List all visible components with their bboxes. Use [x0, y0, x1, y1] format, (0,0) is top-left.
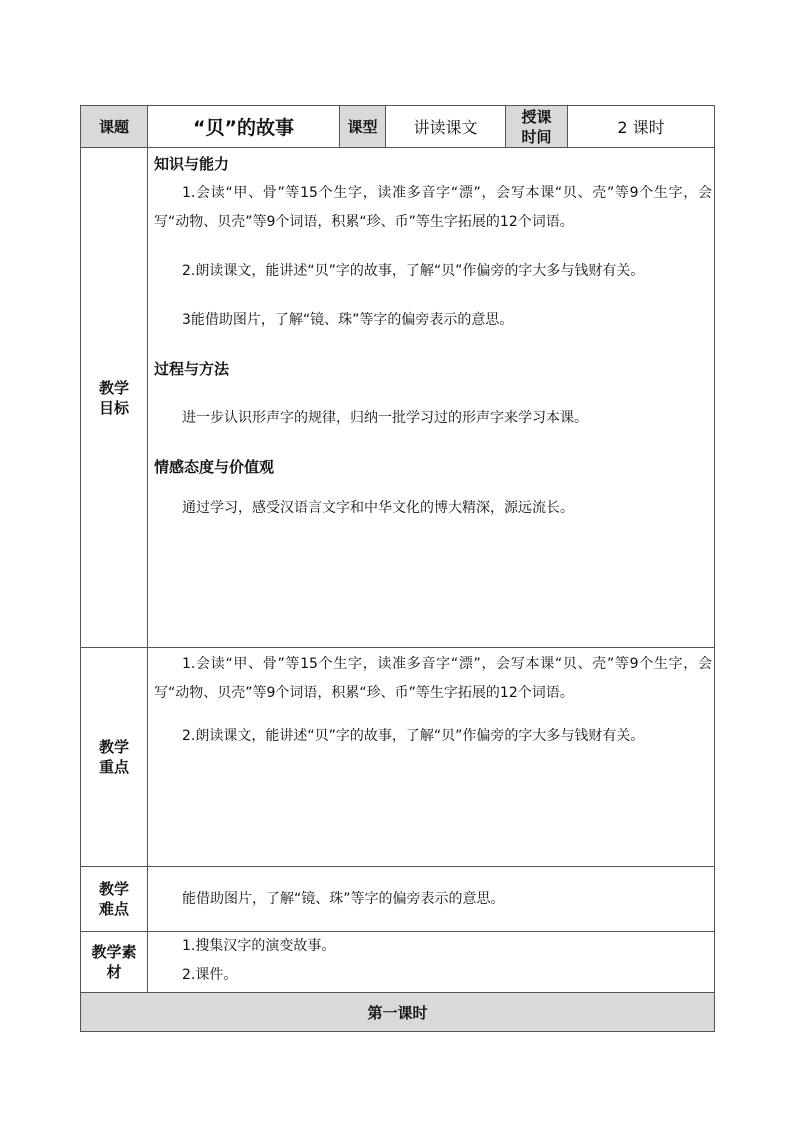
materials-label-line-1: 教学素 — [91, 943, 137, 961]
focus-row — [81, 648, 715, 867]
focus-label — [81, 648, 148, 867]
materials-content — [148, 932, 715, 993]
first-lesson-heading: 第一课时 — [81, 993, 715, 1032]
spacer — [154, 286, 712, 306]
topic-label: 课题 — [81, 106, 148, 148]
objectives-label-line-1: 教学 — [98, 378, 129, 397]
focus-item-2: 2.朗读课文，能讲述“贝”字的故事，了解“贝”作偏旁的字大多与钱财有关。 — [182, 728, 645, 744]
knowledge-item-1: 1.会读“甲、骨”等15个生字，读准多音字“漂”，会写本课“贝、壳”等9个生字，会写“动物、贝壳”等9个词语，积累“珍、币”等生字拓展的12个词语。 — [154, 185, 712, 230]
difficulty-content — [148, 867, 715, 932]
difficulty-item-1: 能借助图片，了解“镜、珠”等字的偏旁表示的意思。 — [182, 890, 505, 907]
materials-item-2: 2.课件。 — [182, 967, 238, 983]
spacer — [154, 708, 712, 722]
materials-label-line-2: 材 — [106, 963, 122, 981]
focus-label-line-1: 教学 — [98, 738, 129, 756]
difficulty-label-line-1: 教学 — [98, 880, 129, 898]
difficulty-label-line-2: 难点 — [98, 900, 129, 918]
spacer — [154, 384, 712, 404]
process-heading: 过程与方法 — [154, 360, 230, 378]
type-label: 课型 — [340, 106, 386, 148]
emotion-item-1: 通过学习，感受汉语言文字和中华文化的博大精深，源远流长。 — [182, 500, 574, 516]
knowledge-item-3: 3能借助图片，了解“镜、珠”等字的偏旁表示的意思。 — [182, 312, 514, 328]
spacer — [154, 482, 712, 494]
knowledge-item-2: 2.朗读课文，能讲述“贝”字的故事，了解“贝”作偏旁的字大多与钱财有关。 — [182, 263, 645, 279]
header-row — [81, 106, 715, 148]
knowledge-heading: 知识与能力 — [154, 155, 230, 173]
materials-label — [81, 932, 148, 993]
lesson-topic: “贝”的故事 — [148, 106, 340, 148]
materials-item-1: 1.搜集汉字的演变故事。 — [182, 938, 336, 954]
objectives-label — [81, 148, 148, 648]
time-label-line-2: 时间 — [521, 127, 552, 146]
time-label — [506, 106, 568, 148]
focus-label-line-2: 重点 — [98, 758, 129, 776]
process-item-1: 进一步认识形声字的规律，归纳一批学习过的形声字来学习本课。 — [182, 410, 588, 426]
time-label-line-1: 授课 — [521, 107, 552, 126]
first-lesson-row — [81, 993, 715, 1032]
focus-content — [148, 648, 715, 867]
focus-item-1: 1.会读“甲、骨”等15个生字，读准多音字“漂”，会写本课“贝、壳”等9个生字，会写“动物、贝壳”等9个词语，积累“珍、币”等生字拓展的12个词语。 — [154, 656, 712, 701]
spacer — [154, 237, 712, 257]
difficulty-row — [81, 867, 715, 932]
spacer — [154, 433, 712, 453]
lesson-plan-table — [80, 105, 715, 1032]
objectives-content — [148, 148, 715, 648]
objectives-row — [81, 148, 715, 648]
difficulty-label — [81, 867, 148, 932]
lesson-type: 讲读课文 — [386, 106, 506, 148]
materials-row — [81, 932, 715, 993]
objectives-label-line-2: 目标 — [98, 398, 129, 417]
spacer — [154, 335, 712, 355]
lesson-time: 2 课时 — [568, 106, 715, 148]
emotion-heading: 情感态度与价值观 — [154, 458, 275, 476]
